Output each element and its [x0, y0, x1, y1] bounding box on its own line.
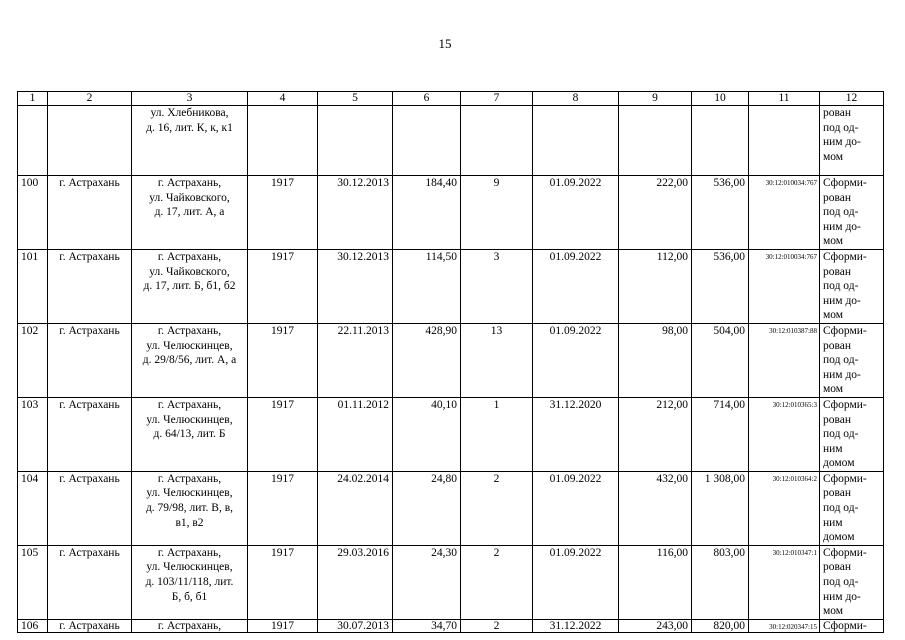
- cell-area: 34,70: [393, 619, 461, 632]
- table-row: [18, 545, 884, 619]
- cell-col9: 222,00: [619, 176, 692, 250]
- cell-date: 29.03.2016: [318, 545, 393, 619]
- header-cell-10: 10: [692, 92, 749, 106]
- cell-date: 30.07.2013: [318, 619, 393, 632]
- cell-area: 114,50: [393, 249, 461, 323]
- cell-col9: 112,00: [619, 249, 692, 323]
- cell-col10: 803,00: [692, 545, 749, 619]
- header-cell-6: 6: [393, 92, 461, 106]
- cell-count: 3: [461, 249, 533, 323]
- cell-note: Сформи- рован под од- ним домом: [820, 471, 884, 545]
- cell-date2: 01.09.2022: [533, 323, 619, 397]
- header-cell-1: 1: [18, 92, 48, 106]
- cell-city: [48, 106, 132, 176]
- cell-num: [18, 106, 48, 176]
- cell-year: 1917: [248, 249, 318, 323]
- table-row: [18, 176, 884, 250]
- cell-num: 103: [18, 397, 48, 471]
- header-cell-9: 9: [619, 92, 692, 106]
- cell-address: ул. Хлебникова, д. 16, лит. К, к, к1: [132, 106, 248, 176]
- table-row: [18, 471, 884, 545]
- cell-year: 1917: [248, 397, 318, 471]
- cell-date: [318, 106, 393, 176]
- cell-num: 104: [18, 471, 48, 545]
- cell-col10: [692, 106, 749, 176]
- cell-year: 1917: [248, 176, 318, 250]
- cell-city: г. Астрахань: [48, 545, 132, 619]
- cell-address: г. Астрахань,: [132, 619, 248, 632]
- cell-address: г. Астрахань, ул. Чайковского, д. 17, лит. А, а: [132, 176, 248, 250]
- cell-city: г. Астрахань: [48, 323, 132, 397]
- cell-year: 1917: [248, 323, 318, 397]
- table-row: [18, 397, 884, 471]
- cell-num: 105: [18, 545, 48, 619]
- cell-date: 24.02.2014: [318, 471, 393, 545]
- cell-date2: 31.12.2020: [533, 397, 619, 471]
- registry-table: [17, 91, 884, 633]
- cell-cadastral: 30:12:010365:3: [749, 397, 820, 471]
- cell-city: г. Астрахань: [48, 397, 132, 471]
- cell-date2: 01.09.2022: [533, 249, 619, 323]
- header-row: [18, 92, 884, 106]
- cell-col10: 504,00: [692, 323, 749, 397]
- cell-year: [248, 106, 318, 176]
- page-number: 15: [438, 36, 452, 51]
- cell-year: 1917: [248, 619, 318, 632]
- cell-date2: [533, 106, 619, 176]
- cell-date: 30.12.2013: [318, 249, 393, 323]
- cell-city: г. Астрахань: [48, 249, 132, 323]
- cell-city: г. Астрахань: [48, 176, 132, 250]
- cell-date2: 01.09.2022: [533, 176, 619, 250]
- cell-cadastral: 30:12:020347:15: [749, 619, 820, 632]
- cell-note: рован под од- ним до- мом: [820, 106, 884, 176]
- table-row-continuation: [18, 106, 884, 176]
- cell-note: Сформи- рован под од- ним домом: [820, 397, 884, 471]
- cell-address: г. Астрахань, ул. Челюскинцев, д. 64/13, лит. Б: [132, 397, 248, 471]
- cell-area: [393, 106, 461, 176]
- cell-area: 40,10: [393, 397, 461, 471]
- cell-col9: 98,00: [619, 323, 692, 397]
- cell-address: г. Астрахань, ул. Челюскинцев, д. 29/8/56, лит. А, а: [132, 323, 248, 397]
- cell-note: Сформи- рован под од- ним до- мом: [820, 249, 884, 323]
- cell-area: 184,40: [393, 176, 461, 250]
- cell-address: г. Астрахань, ул. Челюскинцев, д. 79/98, лит. В, в, в1, в2: [132, 471, 248, 545]
- cell-count: 2: [461, 545, 533, 619]
- cell-year: 1917: [248, 471, 318, 545]
- cell-col10: 536,00: [692, 249, 749, 323]
- cell-cadastral: 30:12:010034:767: [749, 249, 820, 323]
- cell-date: 22.11.2013: [318, 323, 393, 397]
- cell-cadastral: 30:12:010034:767: [749, 176, 820, 250]
- header-cell-8: 8: [533, 92, 619, 106]
- cell-city: г. Астрахань: [48, 619, 132, 632]
- cell-year: 1917: [248, 545, 318, 619]
- cell-num: 106: [18, 619, 48, 632]
- cell-col9: 212,00: [619, 397, 692, 471]
- header-cell-11: 11: [749, 92, 820, 106]
- header-cell-5: 5: [318, 92, 393, 106]
- cell-count: 2: [461, 471, 533, 545]
- cell-count: 2: [461, 619, 533, 632]
- cell-date2: 01.09.2022: [533, 471, 619, 545]
- cell-cadastral: 30:12:010347:1: [749, 545, 820, 619]
- cell-col9: 432,00: [619, 471, 692, 545]
- cell-area: 24,30: [393, 545, 461, 619]
- table-row: [18, 619, 884, 632]
- cell-city: г. Астрахань: [48, 471, 132, 545]
- cell-note: Сформи- рован под од- ним до- мом: [820, 545, 884, 619]
- header-cell-12: 12: [820, 92, 884, 106]
- cell-col9: [619, 106, 692, 176]
- table-row: [18, 249, 884, 323]
- cell-date2: 01.09.2022: [533, 545, 619, 619]
- cell-area: 24,80: [393, 471, 461, 545]
- table-body: [18, 106, 884, 633]
- cell-col10: 820,00: [692, 619, 749, 632]
- cell-address: г. Астрахань, ул. Чайковского, д. 17, лит. Б, б1, б2: [132, 249, 248, 323]
- cell-count: [461, 106, 533, 176]
- cell-date: 01.11.2012: [318, 397, 393, 471]
- cell-cadastral: 30:12:010364:2: [749, 471, 820, 545]
- cell-col10: 714,00: [692, 397, 749, 471]
- header-cell-4: 4: [248, 92, 318, 106]
- table-row: [18, 323, 884, 397]
- header-cell-7: 7: [461, 92, 533, 106]
- header-cell-2: 2: [48, 92, 132, 106]
- cell-cadastral: 30:12:010387:88: [749, 323, 820, 397]
- cell-note: Сформи- рован под од- ним до- мом: [820, 323, 884, 397]
- cell-date: 30.12.2013: [318, 176, 393, 250]
- cell-count: 13: [461, 323, 533, 397]
- cell-note: Сформи-: [820, 619, 884, 632]
- cell-col9: 116,00: [619, 545, 692, 619]
- cell-col10: 536,00: [692, 176, 749, 250]
- cell-col10: 1 308,00: [692, 471, 749, 545]
- cell-note: Сформи- рован под од- ним до- мом: [820, 176, 884, 250]
- cell-address: г. Астрахань, ул. Челюскинцев, д. 103/11/118, лит. Б, б, б1: [132, 545, 248, 619]
- cell-count: 9: [461, 176, 533, 250]
- cell-cadastral: [749, 106, 820, 176]
- cell-count: 1: [461, 397, 533, 471]
- cell-num: 101: [18, 249, 48, 323]
- cell-area: 428,90: [393, 323, 461, 397]
- cell-date2: 31.12.2022: [533, 619, 619, 632]
- cell-num: 100: [18, 176, 48, 250]
- cell-col9: 243,00: [619, 619, 692, 632]
- cell-num: 102: [18, 323, 48, 397]
- header-cell-3: 3: [132, 92, 248, 106]
